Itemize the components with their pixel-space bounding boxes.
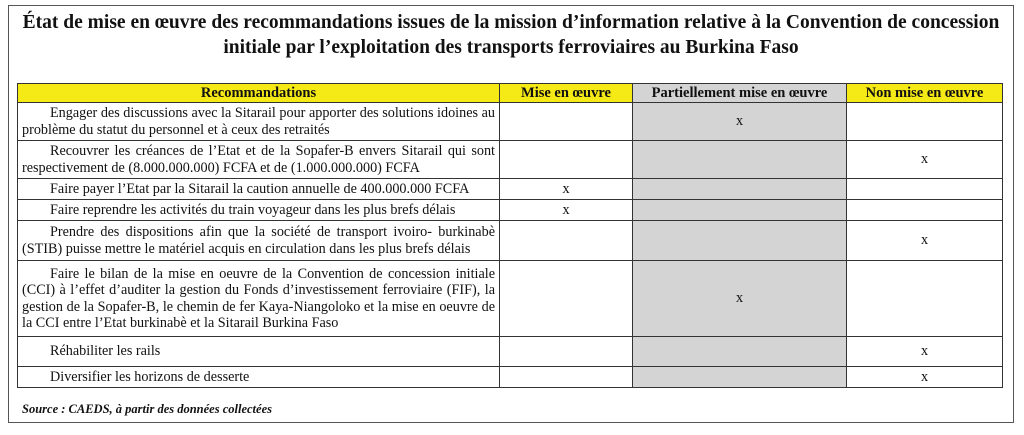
cell-non: x [847,337,1003,367]
cell-non [847,179,1003,200]
cell-partiel: x [633,261,847,337]
table-row [18,141,1003,179]
cell-non [847,261,1003,337]
cell-partiel [633,179,847,200]
cell-partiel: x [633,103,847,141]
table-row [18,337,1003,367]
cell-mise [500,261,633,337]
table-row [18,367,1003,388]
cell-partiel [633,367,847,388]
table-row [18,179,1003,200]
recommendation-text: Faire le bilan de la mise en oeuvre de la Convention de concession initiale (CCI) à l’effet d’auditer la gestion du Fonds d’investissement ferroviaire (FIF), la gestion de la Sopafer-B, le chemin de fer Kaya-Niangoloko et la mise en oeuvre de la CCI entre l’Etat burkinabè et la Sitarail Burkina Faso [18,261,500,337]
cell-non: x [847,141,1003,179]
cell-partiel [633,141,847,179]
recommendation-text: Réhabiliter les rails [18,337,500,367]
title-line-1: État de mise en œuvre des recommandations issues de la mission d’information relative à la Convention de concession [22,12,1000,33]
cell-mise: x [500,200,633,221]
cell-mise [500,141,633,179]
header-row [18,84,1003,103]
cell-mise [500,221,633,261]
cell-mise [500,103,633,141]
recommendation-text: Faire payer l’Etat par la Sitarail la caution annuelle de 400.000.000 FCFA [18,179,500,200]
recommendations-table [17,83,1003,388]
header-mise-en-oeuvre: Mise en œuvre [500,84,633,103]
recommendation-text: Faire reprendre les activités du train voyageur dans les plus brefs délais [18,200,500,221]
cell-partiel [633,337,847,367]
recommendation-text: Recouvrer les créances de l’Etat et de la Sopafer-B envers Sitarail qui sont respectivement de (8.000.000.000) FCFA et de (1.000.000.000) FCFA [18,141,500,179]
source-note: Source : CAEDS, à partir des données collectées [22,402,272,416]
header-partiellement: Partiellement mise en œuvre [633,84,847,103]
header-recommandations: Recommandations [18,84,500,103]
cell-non [847,103,1003,141]
recommendation-text: Prendre des dispositions afin que la société de transport ivoiro- burkinabè (STIB) puisse mettre le matériel acquis en circulation dans les plus brefs délais [18,221,500,261]
title-line-2: initiale par l’exploitation des transports ferroviaires au Burkina Faso [223,37,799,58]
cell-mise: x [500,179,633,200]
table-row [18,261,1003,337]
table-row [18,221,1003,261]
cell-partiel [633,200,847,221]
recommendation-text: Diversifier les horizons de desserte [18,367,500,388]
header-non-mise: Non mise en œuvre [847,84,1003,103]
cell-non: x [847,367,1003,388]
cell-partiel [633,221,847,261]
cell-mise [500,367,633,388]
table-row [18,103,1003,141]
recommendation-text: Engager des discussions avec la Sitarail pour apporter des solutions idoines au problème du statut du personnel et à ceux des retraités [18,103,500,141]
document-title [8,10,1014,60]
table-row [18,200,1003,221]
cell-non: x [847,221,1003,261]
cell-non [847,200,1003,221]
cell-mise [500,337,633,367]
